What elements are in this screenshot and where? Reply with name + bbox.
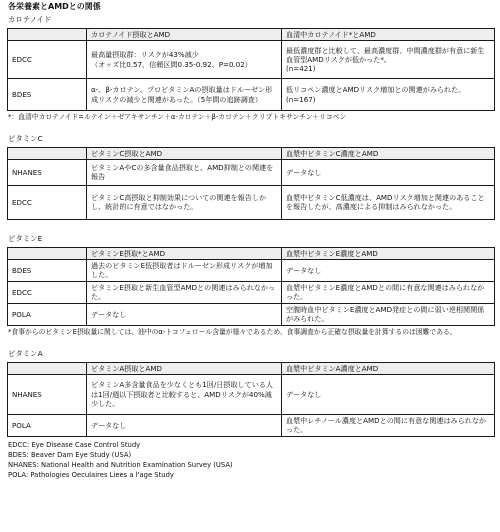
intake-cell: ビタミンE摂取と新生血管型AMDとの関連はみられなかった。	[87, 281, 282, 303]
serum-cell	[282, 79, 495, 111]
table-row	[8, 159, 495, 185]
vitamin-e-footnote: *食事からのビタミンE摂取量に関しては、油中のα-トコフェロール含量が様々であるため、食事調査から正確な摂取量を計算するのは困難である。	[8, 327, 457, 336]
intake-cell: 過去のビタミンE低摂取者はドルーゼン形成リスクが増加した。	[87, 259, 282, 281]
section-title-vitamin-a: ビタミンA	[8, 348, 43, 358]
header-cell-serum: 血清中カロテノイド*とAMD	[282, 29, 495, 41]
table-header-row	[8, 29, 495, 41]
table-row	[8, 259, 495, 281]
abbreviation-item: BDES: Beaver Dam Eye Study (USA)	[8, 450, 132, 459]
study-cell: EDCC	[8, 281, 87, 303]
serum-text: 最低濃度群と比較して、最高濃度群、中間濃度群が有意に新生血管型AMDリスクが低かった*。 (n=421)	[286, 45, 485, 74]
abbreviation-item: POLA: Pathologies Oeculaires Liees a l'age Study	[8, 470, 174, 479]
carotenoid-footnote: *：血清中カロテノイド=ルテイン＋ゼアキサンチン＋α-カロテン＋β-カロテン＋クリプトキサンチン＋リコペン	[8, 113, 347, 121]
abbreviation-item: EDCC: Eye Disease Case Control Study	[8, 440, 141, 449]
serum-cell: 血漿中ビタミンE濃度とAMDとの間に有意な関連はみられなかった。	[282, 281, 495, 303]
intake-cell	[87, 79, 282, 111]
header-cell-serum: 血漿中ビタミンE濃度とAMD	[282, 247, 495, 259]
serum-cell	[282, 41, 495, 79]
header-cell-empty	[8, 362, 87, 374]
serum-cell: データなし	[282, 259, 495, 281]
table-row	[8, 185, 495, 219]
header-cell-intake: ビタミンA摂取とAMD	[87, 362, 282, 374]
section-title-vitamin-e: ビタミンE	[8, 233, 43, 243]
serum-cell: データなし	[282, 374, 495, 414]
serum-cell: 空腹時血中ビタミンE濃度とAMD発症との間に弱い逆相関関係がみられた。	[282, 303, 495, 325]
table-header-row	[8, 247, 495, 259]
serum-cell: 血漿中レチノール濃度とAMDとの間に有意な関連はみられなかった。	[282, 414, 495, 436]
intake-cell: ビタミンC高摂取と抑制効果についての関連を報告しかし、統計的に有意ではなかった。	[87, 185, 282, 219]
study-cell: NHANES	[8, 159, 87, 185]
document-title: 各栄養素とAMDとの関係	[8, 2, 101, 11]
header-cell-empty	[8, 247, 87, 259]
abbreviation-item: NHANES: National Health and Nutrition Examination Survey (USA)	[8, 460, 233, 469]
header-cell-intake: ビタミンC摂取とAMD	[87, 147, 282, 159]
study-cell: BDES	[8, 79, 87, 111]
table-row	[8, 374, 495, 414]
vitamin-e-table	[7, 247, 495, 326]
table-row	[8, 303, 495, 325]
abbreviation-list	[8, 441, 494, 481]
section-title-vitamin-c: ビタミンC	[8, 133, 43, 143]
study-cell: POLA	[8, 303, 87, 325]
intake-cell: データなし	[87, 303, 282, 325]
section-title-carotenoid: カロテノイド	[8, 15, 52, 24]
serum-cell: 血漿中ビタミンC低濃度は、AMDリスク増加と関連のあることを報告したが、高濃度による抑制はみられなかった。	[282, 185, 495, 219]
table-row	[8, 41, 495, 79]
study-cell: BDES	[8, 259, 87, 281]
header-cell-intake: ビタミンE摂取*とAMD	[87, 247, 282, 259]
header-cell-empty	[8, 29, 87, 41]
carotenoid-table	[7, 28, 495, 111]
study-cell: NHANES	[8, 374, 87, 414]
header-cell-empty	[8, 147, 87, 159]
table-row	[8, 281, 495, 303]
intake-cell	[87, 41, 282, 79]
study-cell: POLA	[8, 414, 87, 436]
serum-text: 低リコペン濃度とAMDリスク増加との関連がみられた。 (n=167)	[286, 85, 466, 104]
header-cell-serum: 血漿中ビタミンC濃度とAMD	[282, 147, 495, 159]
intake-cell: ビタミンA多含量食品を少なくとも1回/日摂取している人は1回/週以下摂取者と比較すると、AMDリスクが40%減少した。	[87, 374, 282, 414]
vitamin-a-table	[7, 362, 495, 437]
study-cell: EDCC	[8, 41, 87, 79]
study-cell: EDCC	[8, 185, 87, 219]
table-header-row	[8, 362, 495, 374]
header-cell-intake: カロテノイド摂取とAMD	[87, 29, 282, 41]
vitamin-c-table	[7, 147, 495, 220]
intake-cell: ビタミンAやCの多含量食品摂取と、AMD抑制との関連を報告	[87, 159, 282, 185]
table-header-row	[8, 147, 495, 159]
header-cell-serum: 血漿中ビタミンA濃度とAMD	[282, 362, 495, 374]
table-row	[8, 79, 495, 111]
serum-cell: データなし	[282, 159, 495, 185]
intake-cell: データなし	[87, 414, 282, 436]
intake-text: 最高量摂取群：リスクが43%減少 （オッズ比0.57、信頼区間0.35-0.92、P=0.02）	[91, 50, 252, 69]
table-row	[8, 414, 495, 436]
intake-text: α-、β-カロテン、プロビタミンAの摂取量はドルーゼン形成リスクの減少と関連があった。（5年間の追跡調査）	[91, 85, 273, 104]
